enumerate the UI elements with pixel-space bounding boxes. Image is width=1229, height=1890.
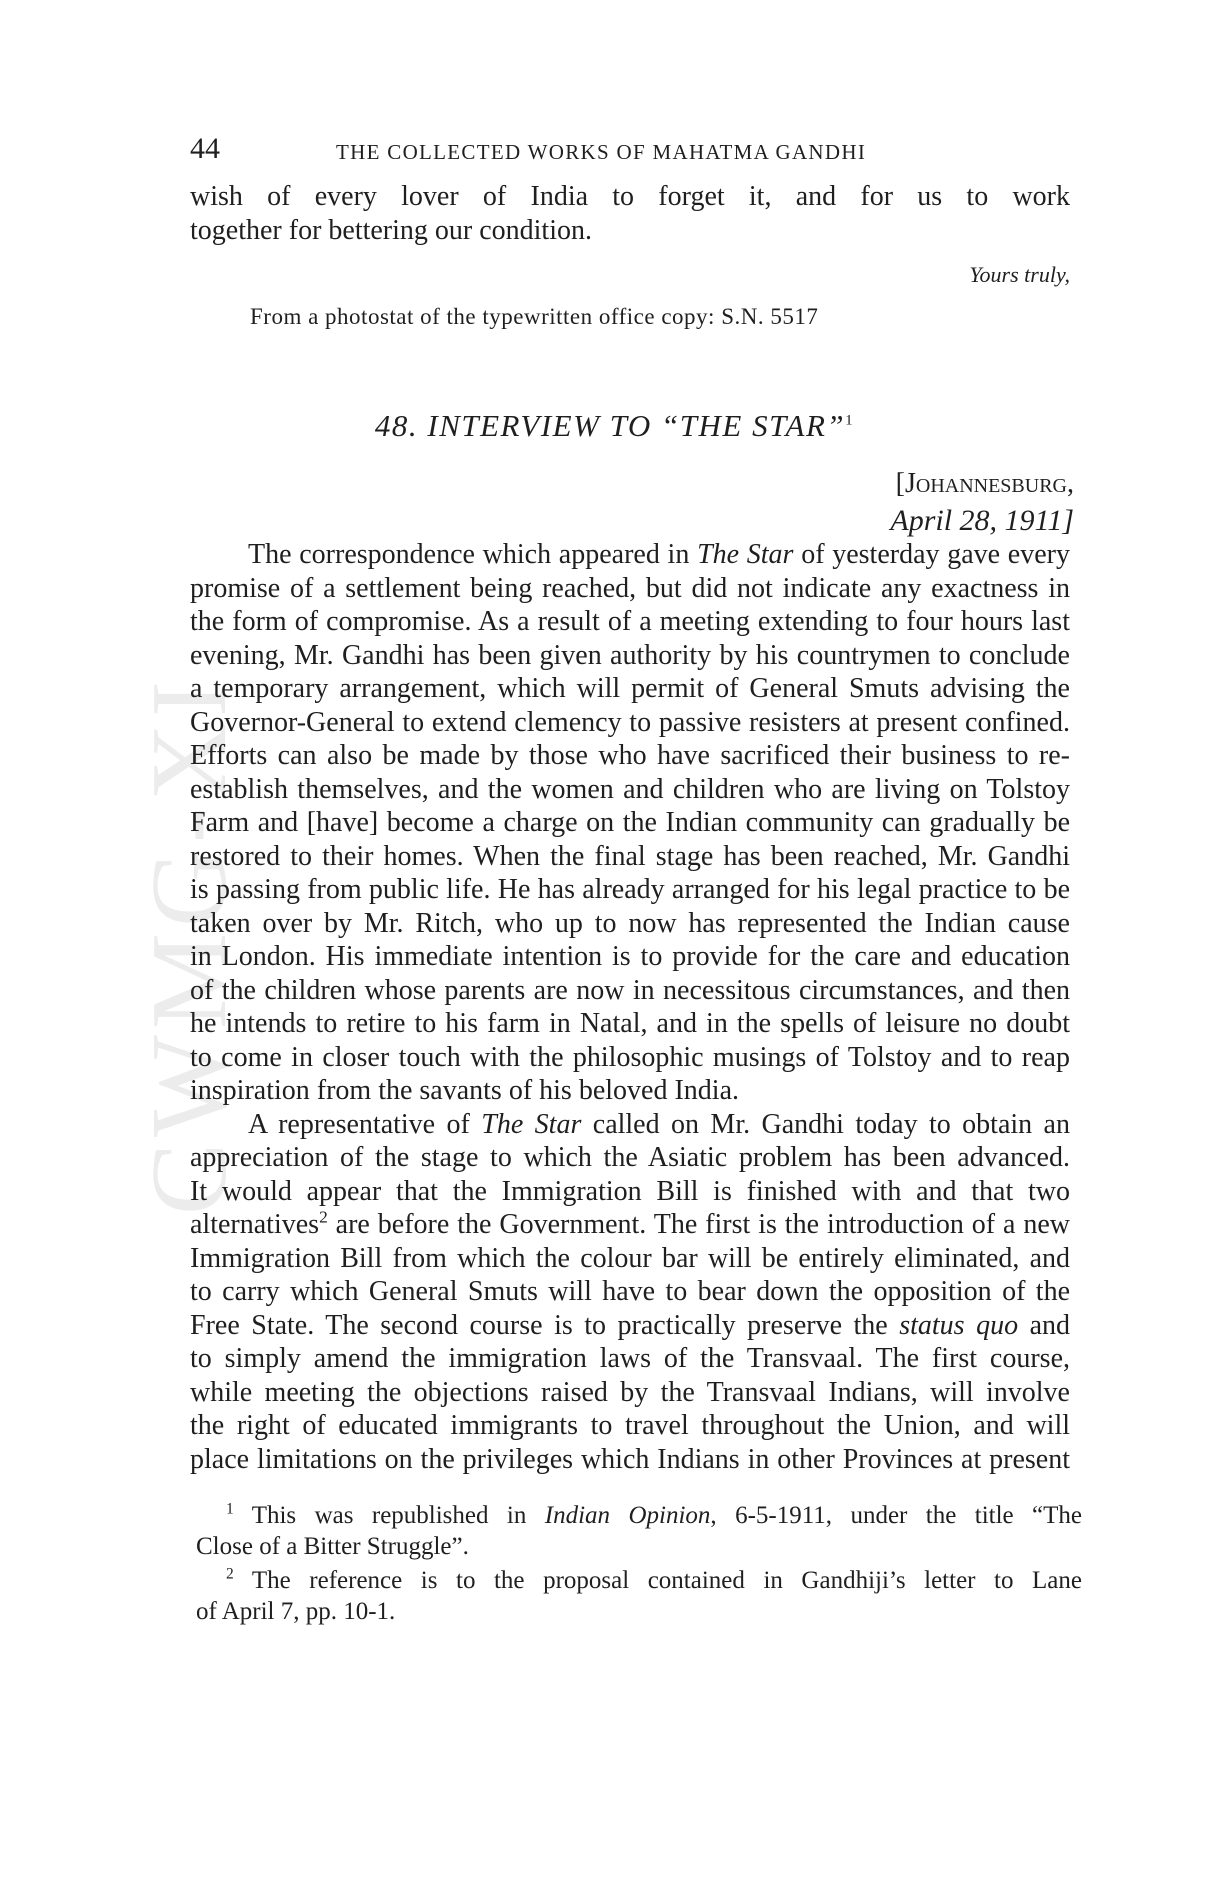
text-line: to come in closer touch with the philosophic musings of Tolstoy and to reap: [190, 1041, 1070, 1073]
dateline-date: April 28, 1911]: [890, 504, 1074, 537]
watermark: CWMG-XI: [130, 675, 249, 1215]
text-line: the right of educated immigrants to travel throughout the Union, and will: [190, 1410, 1070, 1441]
text-line: the form of compromise. As a result of a meeting extending to four hours last: [190, 606, 1070, 637]
footnote-1: [196, 1500, 1082, 1562]
text-line: The correspondence which appeared in The Star of yesterday gave every: [248, 539, 1070, 570]
running-title: THE COLLECTED WORKS OF MAHATMA GANDHI: [336, 140, 867, 164]
paragraph-1: [190, 538, 1070, 1108]
article-body: [190, 538, 1070, 1476]
text-line: together for bettering our condition.: [190, 214, 592, 246]
source-note: From a photostat of the typewritten office copy: S.N. 5517: [250, 304, 819, 329]
text-line: restored to their homes. When the final stage has been reached, Mr. Gandhi: [190, 840, 1070, 872]
footnote-mark: 2: [226, 1565, 234, 1583]
text-line: Governor-General to extend clemency to passive resisters at present confined.: [190, 706, 1070, 738]
text-line: Immigration Bill from which the colour bar will be entirely eliminated, and: [190, 1242, 1070, 1274]
text-line: It would appear that the Immigration Bill is finished with and that two: [190, 1175, 1070, 1207]
text-line: wish of every lover of India to forget it, and for us to work: [190, 181, 1070, 212]
article-number: 48.: [374, 408, 419, 443]
article-title: [0, 408, 1229, 444]
text-line: of the children whose parents are now in necessitous circumstances, and then: [190, 974, 1070, 1006]
text-line: evening, Mr. Gandhi has been given authority by his countrymen to conclude: [190, 639, 1070, 671]
letter-signoff: Yours truly,: [969, 262, 1070, 287]
text-line: alternatives$^2$ are before the Government. The first is the introduction of a new: [190, 1207, 1070, 1240]
page-number: 44: [190, 132, 220, 165]
footnote-line: Close of a Bitter Struggle”.: [196, 1533, 469, 1560]
page-header: [190, 132, 1080, 168]
dateline-place: [Johannesburg,: [895, 468, 1074, 499]
text-line: inspiration from the savants of his beloved India.: [190, 1075, 739, 1106]
footnote-line: [196, 1500, 1082, 1531]
text-line: to simply amend the immigration laws of the Transvaal. The first course,: [190, 1343, 1070, 1374]
paragraph-2: [190, 1108, 1070, 1477]
text-line: promise of a settlement being reached, but did not indicate any exactness in: [190, 572, 1070, 604]
footnote-line: of April 7, pp. 10-1.: [196, 1598, 396, 1625]
text-line: Free State. The second course is to practically preserve the status quo and: [190, 1309, 1071, 1341]
article-title-text: INTERVIEW TO “THE STAR”: [427, 408, 846, 443]
footnote-mark: 1: [226, 1500, 234, 1518]
footnote-2: [196, 1565, 1082, 1627]
footnote-mark: 1: [845, 412, 855, 429]
footnote-text: The reference is to the proposal contained in Gandhiji’s letter to Lane: [251, 1567, 1082, 1594]
text-line: is passing from public life. He has already arranged for his legal practice to be: [190, 874, 1070, 905]
text-line: in London. His immediate intention is to provide for the care and education: [190, 941, 1070, 972]
text-line: while meeting the objections raised by the Transvaal Indians, will involve: [190, 1376, 1070, 1408]
text-line: establish themselves, and the women and children who are living on Tolstoy: [190, 773, 1070, 805]
footnote-line: [196, 1565, 1082, 1596]
text-line: Efforts can also be made by those who have sacrificed their business to re-: [190, 740, 1070, 771]
text-line: a temporary arrangement, which will permit of General Smuts advising the: [190, 673, 1070, 704]
text-line: he intends to retire to his farm in Natal, and in the spells of leisure no doubt: [190, 1008, 1070, 1039]
text-line: taken over by Mr. Ritch, who up to now has represented the Indian cause: [190, 907, 1070, 939]
text-line: to carry which General Smuts will have to bear down the opposition of the: [190, 1276, 1070, 1307]
text-line: A representative of The Star called on Mr. Gandhi today to obtain an: [248, 1108, 1070, 1140]
text-line: Farm and [have] become a charge on the Indian community can gradually be: [190, 807, 1070, 838]
previous-letter-ending: [190, 180, 1070, 247]
footnote-text: This was republished in Indian Opinion, 6-5-1911, under the title “The: [251, 1502, 1083, 1529]
text-line: place limitations on the privileges which Indians in other Provinces at present: [190, 1443, 1070, 1475]
text-line: appreciation of the stage to which the Asiatic problem has been advanced.: [190, 1142, 1070, 1173]
